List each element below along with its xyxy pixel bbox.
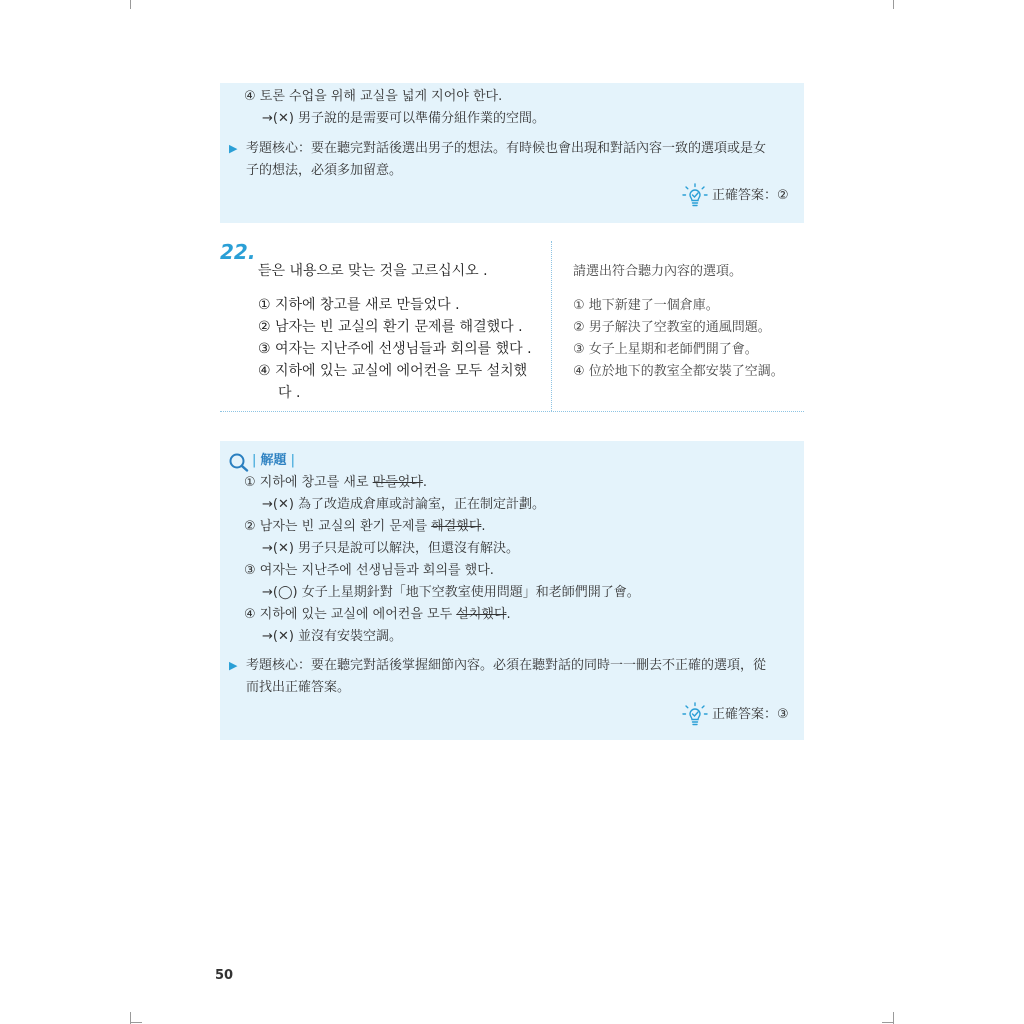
magnifier-icon [228,452,250,472]
correct-answer: 正確答案：② [712,188,789,203]
triangle-bullet-icon: ▶ [229,142,238,155]
question-number: 22. [220,240,256,264]
solution-item-kr: ② 남자는 빈 교실의 환기 문제를 해결했다. [244,519,486,534]
lightbulb-check-icon [682,702,708,728]
solution-item-kr: ① 지하에 창고를 새로 만들었다. [244,475,428,490]
option-kr: ③ 여자는 지난주에 선생님들과 회의를 했다 . [258,341,532,357]
option-4-note: →(✕) 男子說的是需要可以準備分組作業的空間。 [262,111,546,126]
question-prompt-kr: 듣은 내용으로 맞는 것을 고르십시오 . [258,263,488,279]
section-divider [220,411,804,412]
solution-item-note: →(◯) 女子上星期針對「地下空教室使用問題」和老師們開了會。 [262,585,640,600]
key-point-line-1: 考題核心：要在聽完對話後選出男子的想法。有時候也會出現和對話內容一致的選項或是女 [246,141,767,156]
option-zh: ① 地下新建了一個倉庫。 [573,298,719,313]
option-kr: ① 지하에 창고를 새로 만들었다 . [258,297,460,313]
key-point-line-1: 考題核心：要在聽完對話後掌握細節內容。必須在聽對話的同時一一刪去不正確的選項，從 [246,658,767,673]
correct-answer: 正確答案：③ [712,707,789,722]
key-point-line-2: 而找出正確答案。 [246,680,351,695]
key-point-line-2: 子的想法，必須多加留意。 [246,163,403,178]
option-kr-continued: 다 . [278,385,301,401]
option-kr: ② 남자는 빈 교실의 환기 문제를 해결했다 . [258,319,523,335]
option-zh: ② 男子解決了空教室的通風問題。 [573,320,771,335]
option-4-kr: ④ 토론 수업을 위해 교실을 넓게 지어야 한다. [244,89,503,104]
crop-mark [893,1012,906,1024]
solution-heading: | 解題 | [252,453,296,468]
solution-item-kr: ③ 여자는 지난주에 선생님들과 회의를 했다. [244,563,494,578]
solution-item-note: →(✕) 男子只是說可以解決，但還沒有解決。 [262,541,520,556]
solution-item-kr: ④ 지하에 있는 교실에 에어컨을 모두 설치했다. [244,607,511,622]
solution-item-note: →(✕) 並沒有安裝空調。 [262,629,403,644]
solution-item-note: →(✕) 為了改造成倉庫或討論室，正在制定計劃。 [262,497,546,512]
crop-mark [893,0,906,9]
option-kr: ④ 지하에 있는 교실에 에어컨을 모두 설치했 [258,363,528,379]
option-zh: ④ 位於地下的教室全都安裝了空調。 [573,364,784,379]
page-number: 50 [215,968,234,983]
crop-mark [130,1022,142,1023]
question-prompt-zh: 請選出符合聽力內容的選項。 [573,264,743,279]
crop-mark [130,0,143,9]
column-divider [551,241,552,411]
crop-mark [882,1022,894,1023]
triangle-bullet-icon: ▶ [229,659,238,672]
lightbulb-check-icon [682,183,708,209]
option-zh: ③ 女子上星期和老師們開了會。 [573,342,758,357]
